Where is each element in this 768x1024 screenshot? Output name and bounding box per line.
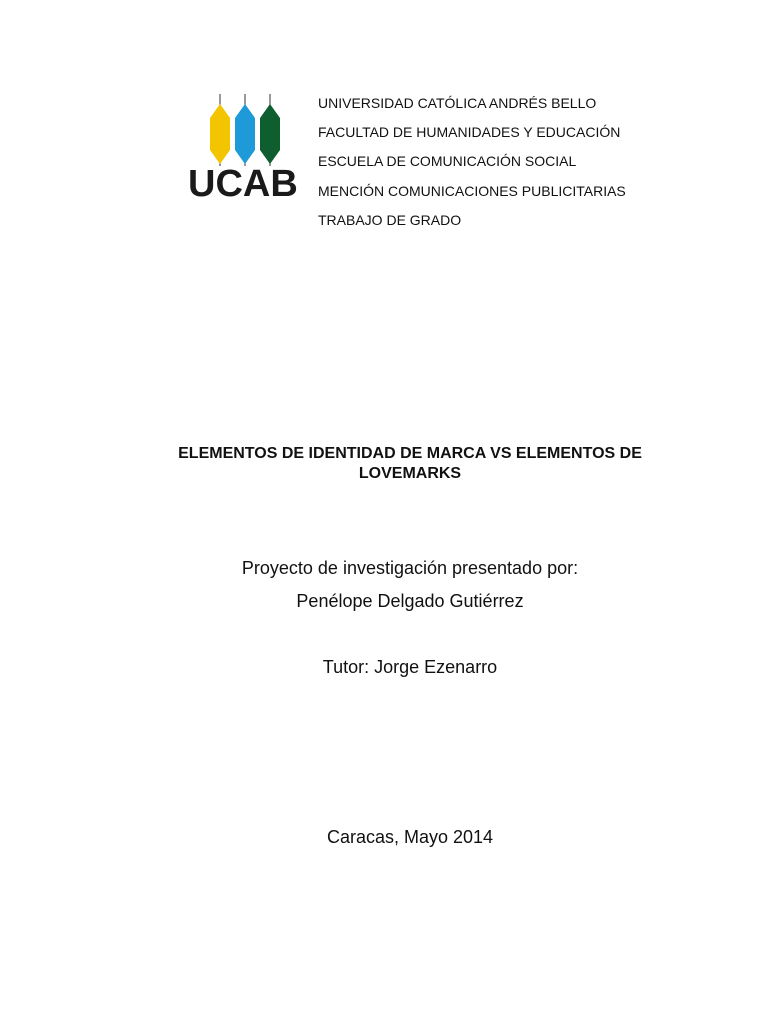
ucab-emblem-icon <box>188 92 302 166</box>
title-line-1: ELEMENTOS DE IDENTIDAD DE MARCA VS ELEMENTOS DE <box>178 445 642 462</box>
document-title <box>100 444 720 484</box>
presented-by-label: Proyecto de investigación presentado por: <box>241 558 579 578</box>
tutor-line: Tutor: Jorge Ezenarro <box>322 657 498 677</box>
title-line-2: LOVEMARKS <box>358 465 462 482</box>
institution-header <box>318 89 626 235</box>
ucab-logo <box>188 92 302 212</box>
place-date: Caracas, Mayo 2014 <box>326 827 494 847</box>
header-line-mention: MENCIÓN COMUNICACIONES PUBLICITARIAS <box>318 182 626 199</box>
header-line-thesis: TRABAJO DE GRADO <box>318 211 462 228</box>
header-line-university: UNIVERSIDAD CATÓLICA ANDRÉS BELLO <box>318 95 597 111</box>
ucab-wordmark: UCAB <box>188 163 298 205</box>
header-line-school: ESCUELA DE COMUNICACIÓN SOCIAL <box>318 153 577 170</box>
author-name: Penélope Delgado Gutiérrez <box>296 591 524 611</box>
header-line-faculty: FACULTAD DE HUMANIDADES Y EDUCACIÓN <box>318 124 621 141</box>
